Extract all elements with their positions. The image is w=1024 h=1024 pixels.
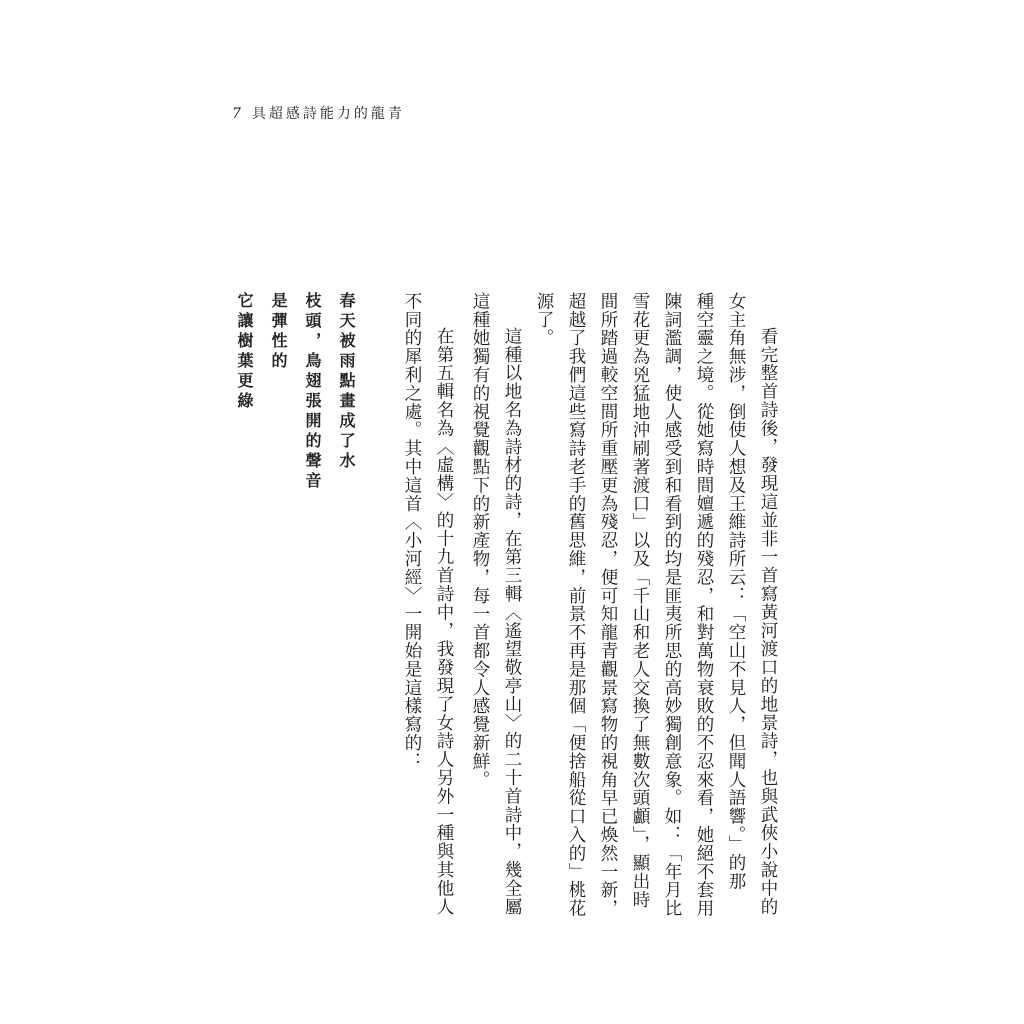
poem-line: 春天被雨點畫成了水 — [337, 292, 356, 472]
text-column: 不同的犀利之處。其中這首〈小河經〉一開始是這樣寫的： — [402, 292, 422, 771]
text-column: 超越了我們這些寫詩老手的舊思維，前景不再是那個「便捨船從口入的」桃花 — [566, 292, 586, 918]
running-header — [232, 103, 405, 123]
text-column: 陳詞濫調，使人感受到和看到的均是匪夷所思的高妙獨創意象。如：「年月比 — [662, 292, 682, 918]
text-column: 這種以地名為詩材的詩，在第三輯〈遙望敬亭山〉的二十首詩中，幾全屬 — [502, 327, 522, 916]
text-column: 這種她獨有的視覺觀點下的新產物，每一首都令人感覺新鮮。 — [470, 292, 490, 789]
chapter-title: 具超感詩能力的龍青 — [251, 106, 405, 122]
poem-line: 是彈性的 — [269, 292, 288, 372]
text-column: 看完整首詩後，發現這並非一首寫黃河渡口的地景詩，也與武俠小說中的 — [758, 327, 778, 916]
text-column: 源了。 — [534, 292, 554, 348]
text-column: 在第五輯名為〈虛構〉的十九首詩中，我發現了女詩人另外一種與其他人 — [434, 327, 454, 916]
text-column: 種空靈之境。從她寫時間嬗遞的殘忍，和對萬物衰敗的不忍來看，她絕不套用 — [694, 292, 714, 918]
poem-line: 它讓樹葉更綠 — [235, 292, 254, 412]
poem-line: 枝頭，鳥翅張開的聲音 — [303, 292, 322, 492]
text-column: 女主角無涉，倒使人想及王維詩所云：「空山不見人，但聞人語響。」的那 — [726, 292, 746, 891]
text-column: 間所踏過較空間所重壓更為殘忍，便可知龍青觀景寫物的視角早已煥然一新， — [598, 292, 618, 918]
text-column: 雪花更為兇猛地沖刷著渡口」以及「千山和老人交換了無數次頭顱」，顯出時 — [630, 292, 650, 909]
page-number: 7 — [232, 106, 244, 122]
